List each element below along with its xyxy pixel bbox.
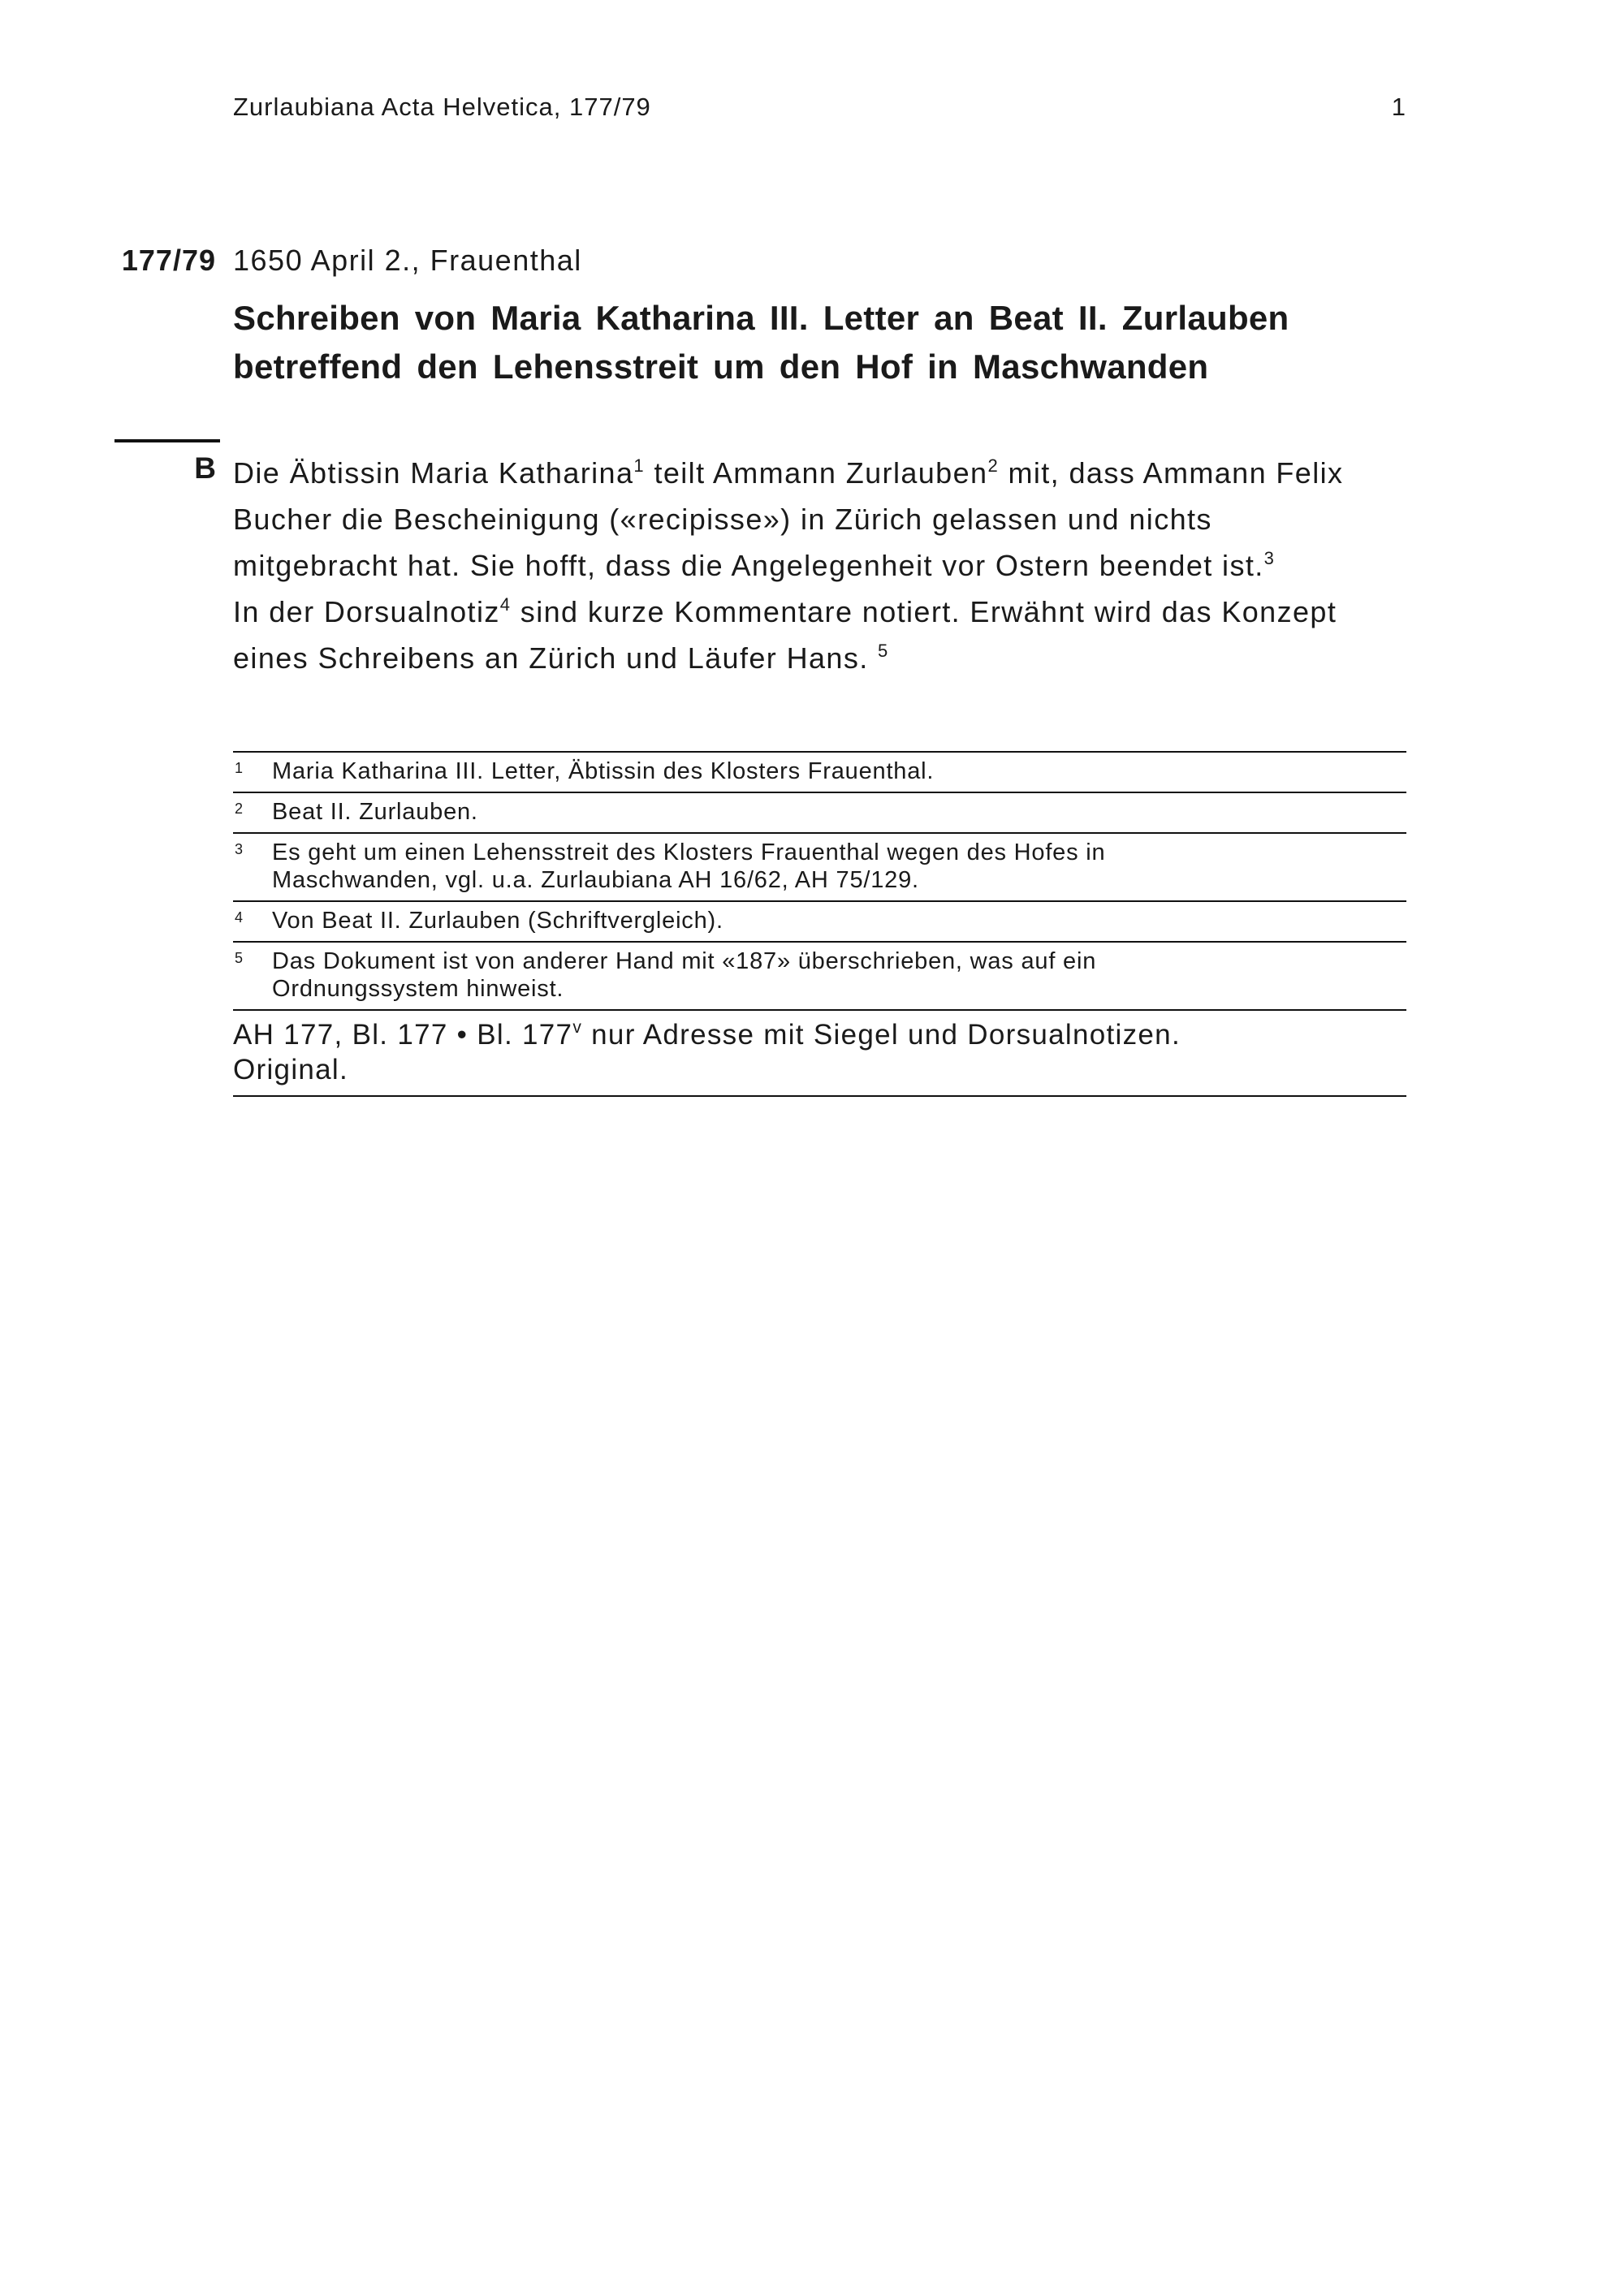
- section-rule: [114, 439, 220, 442]
- footnote-number: 2: [235, 801, 244, 817]
- document-date-place: 1650 April 2., Frauenthal: [233, 244, 582, 277]
- regest-text: [233, 450, 1410, 681]
- footnote-text: Maschwanden, vgl. u.a. Zurlaubiana AH 16/62, AH 75/129.: [272, 867, 919, 893]
- title-line: betreffend den Lehensstreit um den Hof in Maschwanden: [233, 347, 1209, 386]
- footnote-ref[interactable]: 4: [499, 594, 512, 615]
- document-number: 177/79: [121, 244, 216, 277]
- regest-text-segment: mitgebracht hat. Sie hofft, dass die Angelegenheit vor Ostern beendet ist.: [233, 549, 1264, 582]
- footnote-number: 3: [235, 841, 244, 857]
- footnote-number: 1: [235, 760, 244, 776]
- footnote-text: Es geht um einen Lehensstreit des Klosters Frauenthal wegen des Hofes in: [272, 839, 1106, 865]
- regest-line: Bucher die Bescheinigung («recipisse») in Zürich gelassen und nichts: [233, 503, 1212, 536]
- regest-line: [233, 450, 1410, 496]
- verso-superscript: v: [572, 1018, 583, 1037]
- footnote-ref[interactable]: 2: [987, 455, 1000, 476]
- page-number: 1: [1391, 93, 1406, 121]
- footnote-2: [233, 793, 1406, 834]
- running-head: [233, 93, 1406, 133]
- footnote-text: Ordnungssystem hinweist.: [272, 976, 564, 1002]
- regest-text-segment: mit, dass Ammann Felix: [999, 456, 1344, 490]
- source-note: [233, 1011, 1406, 1097]
- footnote-text: Das Dokument ist von anderer Hand mit «187» überschrieben, was auf ein: [272, 948, 1097, 974]
- source-line: [233, 1017, 1406, 1052]
- footnote-ref[interactable]: 3: [1263, 548, 1276, 568]
- running-title: Zurlaubiana Acta Helvetica, 177/79: [233, 93, 651, 121]
- source-line: Original.: [233, 1054, 349, 1085]
- footnote-ref[interactable]: 5: [878, 641, 889, 661]
- regest-text-segment: eines Schreibens an Zürich und Läufer Hans.: [233, 641, 869, 675]
- source-text-segment: nur Adresse mit Siegel und Dorsualnotizen.: [582, 1019, 1181, 1051]
- footnote-number: 4: [235, 909, 244, 926]
- document-title: [233, 294, 1402, 391]
- footnote-text: Von Beat II. Zurlauben (Schriftvergleich).: [272, 908, 723, 934]
- regest-line: [233, 589, 1410, 635]
- footnote-3: [233, 834, 1406, 902]
- regest-line: [233, 635, 1410, 681]
- regest-text-segment: Die Äbtissin Maria Katharina: [233, 456, 634, 490]
- footnote-number: 5: [235, 950, 244, 966]
- footnote-4: [233, 902, 1406, 943]
- title-line: Schreiben von Maria Katharina III. Letter an Beat II. Zurlauben: [233, 299, 1289, 337]
- footnote-text: Maria Katharina III. Letter, Äbtissin des Klosters Frauenthal.: [272, 758, 935, 784]
- regest-text-segment: In der Dorsualnotiz: [233, 595, 500, 628]
- source-text-segment: AH 177, Bl. 177 • Bl. 177: [233, 1019, 573, 1051]
- regest-text-segment: sind kurze Kommentare notiert. Erwähnt wird das Konzept: [511, 595, 1337, 628]
- footnote-text: Beat II. Zurlauben.: [272, 799, 478, 825]
- regest-marker: B: [194, 451, 216, 485]
- footnotes: [233, 751, 1406, 1097]
- regest-text-segment: teilt Ammann Zurlauben: [645, 456, 988, 490]
- footnote-ref[interactable]: 1: [633, 455, 646, 476]
- footnote-5: [233, 943, 1406, 1011]
- regest-line: [233, 542, 1410, 589]
- footnote-1: [233, 753, 1406, 793]
